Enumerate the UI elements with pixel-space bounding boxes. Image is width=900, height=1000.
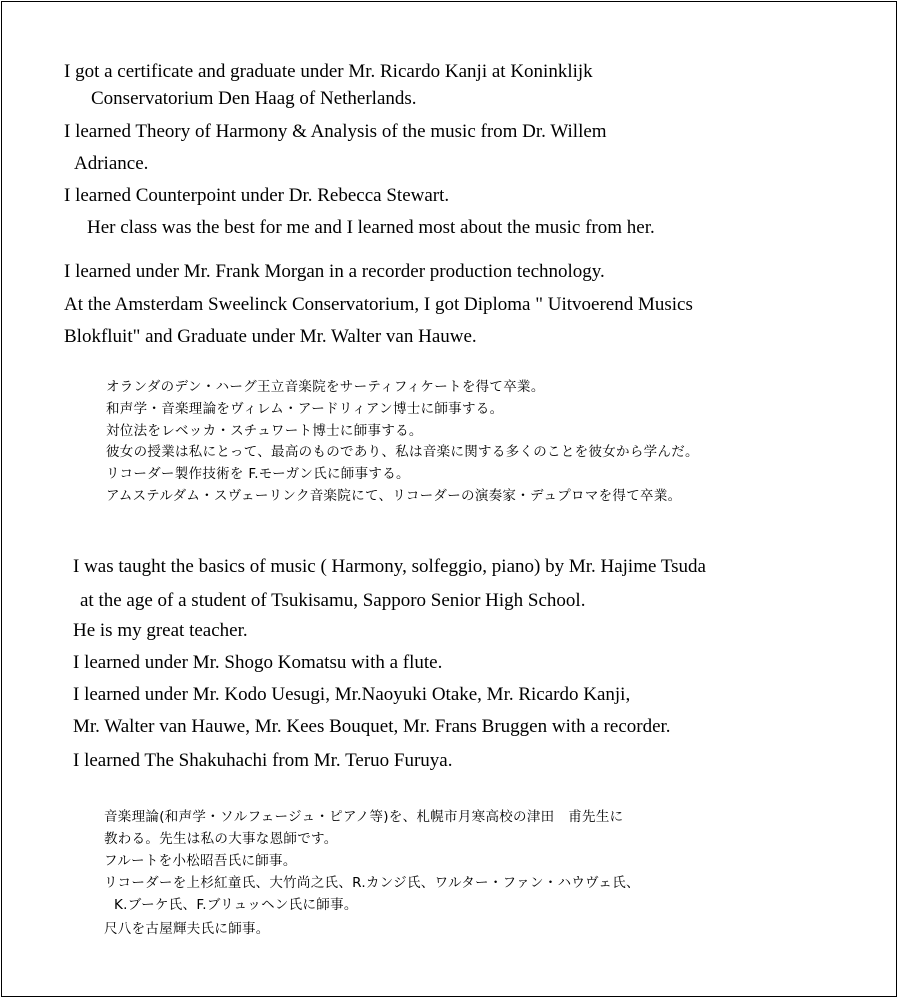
bio-en-line-5: I learned Counterpoint under Dr. Rebecca Stewart.: [64, 185, 450, 206]
teacher-ja-line-4: リコーダーを上杉紅童氏、大竹尚之氏、R.カンジ氏、ワルター・ファン・ハウヴェ氏、: [104, 875, 640, 891]
teacher-en-line-2: at the age of a student of Tsukisamu, Sapporo Senior High School.: [80, 590, 586, 611]
teacher-ja-line-3: フルートを小松昭吾氏に師事。: [104, 853, 297, 869]
teacher-en-line-4: I learned under Mr. Shogo Komatsu with a flute.: [73, 652, 443, 673]
teacher-ja-line-5: K.ブーケ氏、F.ブリュッヘン氏に師事。: [114, 897, 358, 913]
bio-en-line-9: Blokfluit" and Graduate under Mr. Walter van Hauwe.: [64, 326, 477, 347]
teacher-en-line-3: He is my great teacher.: [73, 620, 248, 641]
teacher-en-line-5: I learned under Mr. Kodo Uesugi, Mr.Naoyuki Otake, Mr. Ricardo Kanji,: [73, 684, 631, 705]
teacher-en-line-7: I learned The Shakuhachi from Mr. Teruo Furuya.: [73, 750, 453, 771]
bio-en-line-8: At the Amsterdam Sweelinck Conservatorium, I got Diploma " Uitvoerend Musics: [64, 294, 693, 315]
teacher-en-line-6: Mr. Walter van Hauwe, Mr. Kees Bouquet, Mr. Frans Bruggen with a recorder.: [73, 716, 671, 737]
bio-ja-line-4: 彼女の授業は私にとって、最高のものであり、私は音楽に関する多くのことを彼女から学んだ。: [106, 444, 699, 460]
bio-en-line-2: Conservatorium Den Haag of Netherlands.: [91, 88, 417, 109]
teacher-ja-line-1: 音楽理論(和声学・ソルフェージュ・ピアノ等)を、札幌市月寒高校の津田 甫先生に: [104, 809, 624, 825]
bio-ja-line-3: 対位法をレベッカ・スチュワート博士に師事する。: [106, 423, 423, 439]
bio-en-line-6: Her class was the best for me and I learned most about the music from her.: [87, 217, 655, 238]
teacher-en-line-1: I was taught the basics of music ( Harmony, solfeggio, piano) by Mr. Hajime Tsuda: [73, 556, 706, 577]
bio-en-line-4: Adriance.: [74, 153, 149, 174]
bio-ja-line-6: アムステルダム・スヴェーリンク音楽院にて、リコーダーの演奏家・デュプロマを得て卒業。: [106, 488, 682, 504]
teacher-ja-line-2: 教わる。先生は私の大事な恩師です。: [104, 831, 338, 847]
bio-en-line-3: I learned Theory of Harmony & Analysis of the music from Dr. Willem: [64, 121, 607, 142]
bio-en-line-7: I learned under Mr. Frank Morgan in a recorder production technology.: [64, 261, 605, 282]
bio-ja-line-1: オランダのデン・ハーグ王立音楽院をサーティフィケートを得て卒業。: [106, 379, 545, 395]
teacher-ja-line-6: 尺八を古屋輝夫氏に師事。: [104, 921, 270, 937]
bio-en-line-1: I got a certificate and graduate under Mr. Ricardo Kanji at Koninklijk: [64, 61, 593, 82]
bio-ja-line-5: リコーダー製作技術を F.モーガン氏に師事する。: [106, 466, 410, 482]
bio-ja-line-2: 和声学・音楽理論をヴィレム・アードリィアン博士に師事する。: [106, 401, 504, 417]
